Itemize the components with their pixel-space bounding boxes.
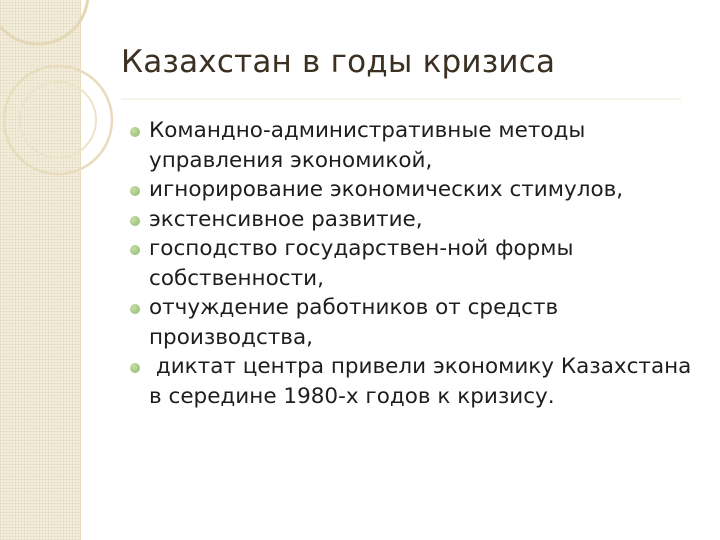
bullet-text: экстенсивное развитие, — [149, 206, 423, 232]
bullet-text: игнорирование экономических стимулов, — [149, 177, 624, 202]
bullet-item — [130, 116, 700, 175]
slide-title: Казахстан в годы кризиса — [121, 44, 556, 80]
bullet-item — [130, 175, 700, 205]
bullet-dot-icon — [130, 216, 140, 226]
bullet-item — [130, 293, 700, 352]
bullet-dot-icon — [130, 127, 140, 137]
bullet-item — [130, 352, 700, 411]
title-rule — [121, 98, 681, 100]
bullet-text: диктат центра привели экономику Казахстана в середине 1980-х годов к кризису. — [149, 354, 699, 409]
bullet-list — [130, 116, 700, 411]
bullet-item — [130, 205, 700, 235]
bullet-dot-icon — [130, 245, 140, 255]
bullet-text: Командно-административные методы управления экономикой, — [149, 118, 586, 173]
bullet-text: отчуждение работников от средств производства, — [149, 295, 559, 350]
bullet-dot-icon — [130, 186, 140, 196]
bullet-item — [130, 234, 700, 293]
bullet-text: господство государствен-ной формы собственности, — [149, 236, 574, 291]
bullet-dot-icon — [130, 304, 140, 314]
side-decor-band — [0, 0, 81, 540]
bullet-dot-icon — [130, 363, 140, 373]
